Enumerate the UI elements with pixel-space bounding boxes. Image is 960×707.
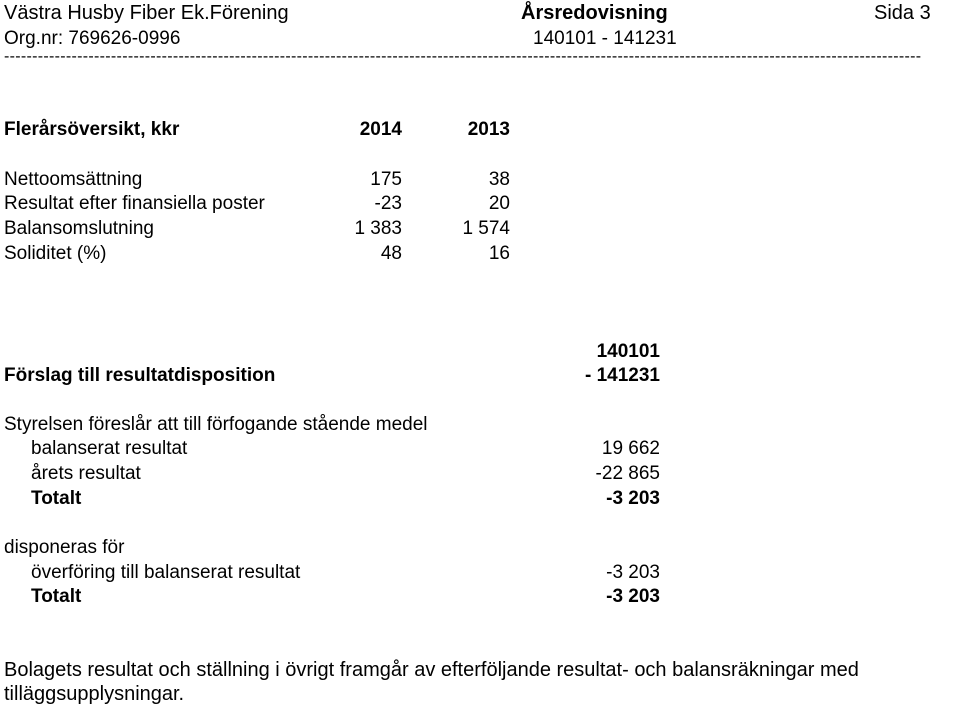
row-value-2013: 16 [488, 243, 510, 264]
disposition-period-start: 140101 [596, 341, 660, 362]
row-value-2014: 48 [380, 243, 402, 264]
multi-year-title: Flerårsöversikt, kkr [4, 119, 180, 140]
dispose-total-value: -3 203 [606, 586, 660, 607]
row-value-2014: 1 383 [354, 218, 402, 239]
disposition-title: Förslag till resultatdisposition [4, 365, 276, 386]
dispose-item-label: överföring till balanserat resultat [31, 562, 301, 583]
row-value-2013: 1 574 [462, 218, 510, 239]
header-separator: ------------------------------------------------------------------------------------------------------------------------------------------------------------------- [4, 48, 922, 65]
total-label: Totalt [31, 488, 82, 509]
row-value-2013: 20 [488, 193, 510, 214]
dispose-item-value: -3 203 [606, 562, 660, 583]
association-name: Västra Husby Fiber Ek.Förening [4, 2, 289, 24]
item-label: balanserat resultat [31, 438, 188, 459]
row-value-2014: -23 [374, 193, 402, 214]
col-header-2014: 2014 [359, 119, 402, 140]
row-label: Balansomslutning [4, 218, 154, 239]
footer-line-2: tilläggsupplysningar. [4, 683, 185, 705]
dispose-total-label: Totalt [31, 586, 82, 607]
row-value-2013: 38 [488, 169, 510, 190]
org-number: Org.nr: 769626-0996 [4, 28, 181, 49]
dispose-heading: disponeras för [4, 537, 125, 558]
disposition-period-end: - 141231 [584, 365, 660, 386]
report-period: 140101 - 141231 [533, 28, 677, 49]
total-value: -3 203 [606, 488, 660, 509]
item-label: årets resultat [31, 463, 141, 484]
col-header-2013: 2013 [467, 119, 510, 140]
item-value: 19 662 [601, 438, 660, 459]
row-label: Resultat efter finansiella poster [4, 193, 265, 214]
board-proposal-text: Styrelsen föreslår att till förfogande stående medel [4, 414, 428, 435]
item-value: -22 865 [595, 463, 660, 484]
row-value-2014: 175 [370, 169, 402, 190]
row-label: Soliditet (%) [4, 243, 107, 264]
page-number: Sida 3 [874, 2, 931, 24]
row-label: Nettoomsättning [4, 169, 143, 190]
footer-line-1: Bolagets resultat och ställning i övrigt framgår av efterföljande resultat- och balansräkningar med [4, 659, 859, 681]
report-title: Årsredovisning [521, 2, 668, 24]
